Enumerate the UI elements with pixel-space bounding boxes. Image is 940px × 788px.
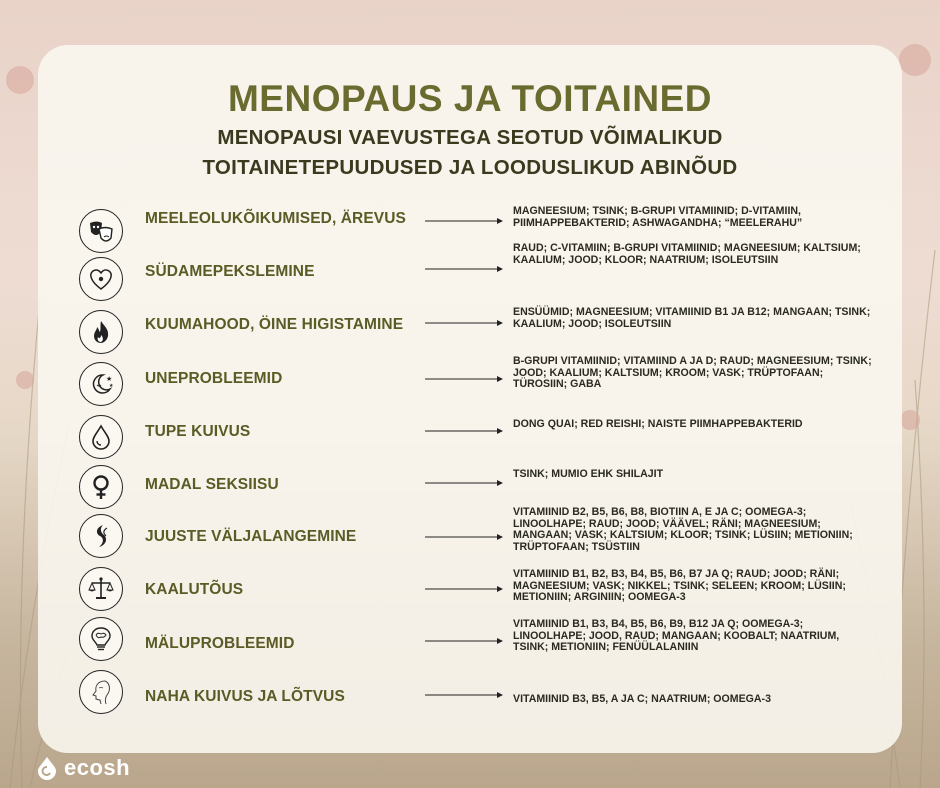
arrow-icon bbox=[425, 264, 505, 274]
symptom-label: JUUSTE VÄLJALANGEMINE bbox=[145, 528, 357, 545]
list-item bbox=[0, 666, 940, 720]
female-symbol-icon bbox=[79, 465, 123, 509]
list-item bbox=[0, 302, 940, 356]
symptom-label: TUPE KUIVUS bbox=[145, 423, 251, 440]
list-item bbox=[0, 352, 940, 406]
page-subtitle bbox=[0, 123, 940, 183]
heart-icon bbox=[79, 257, 123, 301]
arrow-icon bbox=[425, 690, 505, 700]
list-item bbox=[0, 410, 940, 464]
arrow-icon bbox=[425, 318, 505, 328]
list-item bbox=[0, 240, 940, 294]
hair-icon bbox=[79, 514, 123, 558]
symptom-label: MADAL SEKSIISU bbox=[145, 476, 279, 493]
nutrients-text: VITAMIINID B2, B5, B6, B8, BIOTIIN A, E JA C; OOMEGA-3; LINOOLHAPE; RAUD; JOOD; VÄÄVEL; RÄNI; MAGNEESIUM; MANGAAN; VASK; KALTSIUM; KLOOR; TSINK; LÜSIIN; METIONIIN; TRÜPTOFAAN; TSÜSTIIN bbox=[513, 506, 853, 553]
arrow-icon bbox=[425, 374, 505, 384]
moon-stars-icon bbox=[79, 362, 123, 406]
symptom-label: UNEPROBLEEMID bbox=[145, 370, 283, 387]
ecosh-logo bbox=[36, 755, 130, 781]
nutrients-text: RAUD; C-VITAMIIN; B-GRUPI VITAMIINID; MAGNEESIUM; KALTSIUM; KAALIUM; JOOD; KLOOR; NAATRIUM; ISOLEUTSIIN bbox=[513, 242, 861, 266]
nutrients-text: VITAMIINID B1, B3, B4, B5, B6, B9, B12 JA Q; OOMEGA-3; LINOOLHAPE; JOOD, RAUD; MANGAAN; KOOBALT; NAATRIUM, TSINK; METIONIIN; FENÜÜLALANIIN bbox=[513, 618, 840, 654]
symptom-label: MEELEOLUKÕIKUMISED, ÄREVUS bbox=[145, 210, 406, 227]
face-icon bbox=[79, 670, 123, 714]
symptom-label: KAALUTÕUS bbox=[145, 581, 244, 598]
nutrients-text: TSINK; MUMIO EHK SHILAJIT bbox=[513, 468, 664, 480]
page-title: MENOPAUS JA TOITAINED bbox=[227, 78, 712, 119]
arrow-icon bbox=[425, 478, 505, 488]
water-drop-icon bbox=[79, 415, 123, 459]
ecosh-drop-icon bbox=[36, 756, 58, 780]
arrow-icon bbox=[425, 584, 505, 594]
nutrients-text: ENSÜÜMID; MAGNEESIUM; VITAMIINID B1 JA B12; MANGAAN; TSINK; KAALIUM; JOOD; ISOLEUTSIIN bbox=[513, 306, 871, 330]
arrow-icon bbox=[425, 426, 505, 436]
subtitle-line-2: TOITAINETEPUUDUSED JA LOODUSLIKUD ABINÕUD bbox=[202, 156, 738, 179]
nutrients-text: VITAMIINID B1, B2, B3, B4, B5, B6, B7 JA Q; RAUD; JOOD; RÄNI; MAGNEESIUM; VASK; NIKKEL; TSINK; SELEEN; KROOM; LÜSIIN; METIONIIN; ARGINIIN; OOMEGA-3 bbox=[513, 568, 846, 604]
svg-text:★: ★ bbox=[106, 376, 113, 383]
list-item bbox=[0, 506, 940, 566]
subtitle-line-1: MENOPAUSI VAEVUSTEGA SEOTUD VÕIMALIKUD bbox=[217, 126, 723, 149]
arrow-icon bbox=[425, 636, 505, 646]
symptom-label: KUUMAHOOD, ÖINE HIGISTAMINE bbox=[145, 316, 404, 333]
arrow-icon bbox=[425, 216, 505, 226]
nutrients-text: B-GRUPI VITAMIINID; VITAMIIND A JA D; RAUD; MAGNEESIUM; TSINK; JOOD; KAALIUM; KALTSIUM; KROOM; VASK; TRÜPTOFAAN; TÜROSIIN; GABA bbox=[513, 355, 872, 391]
nutrients-text: MAGNEESIUM; TSINK; B-GRUPI VITAMIINID; D-VITAMIIN, PIIMHAPPEBAKTERID; ASHWAGANDHA; “MEELERAHU” bbox=[513, 205, 803, 229]
flame-icon bbox=[79, 310, 123, 354]
nutrients-text: DONG QUAI; RED REISHI; NAISTE PIIMHAPPEBAKTERID bbox=[513, 418, 803, 430]
list-item bbox=[0, 616, 940, 670]
scale-icon bbox=[79, 567, 123, 611]
svg-text:★: ★ bbox=[109, 383, 114, 389]
nutrients-text: VITAMIINID B3, B5, A JA C; NAATRIUM; OOMEGA-3 bbox=[513, 693, 771, 705]
symptom-label: SÜDAMEPEKSLEMINE bbox=[145, 263, 315, 280]
symptom-label: NAHA KUIVUS JA LÕTVUS bbox=[145, 688, 345, 705]
brain-bulb-icon bbox=[79, 617, 123, 661]
arrow-icon bbox=[425, 532, 505, 542]
list-item bbox=[0, 566, 940, 620]
symptom-label: MÄLUPROBLEEMID bbox=[145, 635, 295, 652]
logo-text: ecosh bbox=[64, 755, 131, 780]
